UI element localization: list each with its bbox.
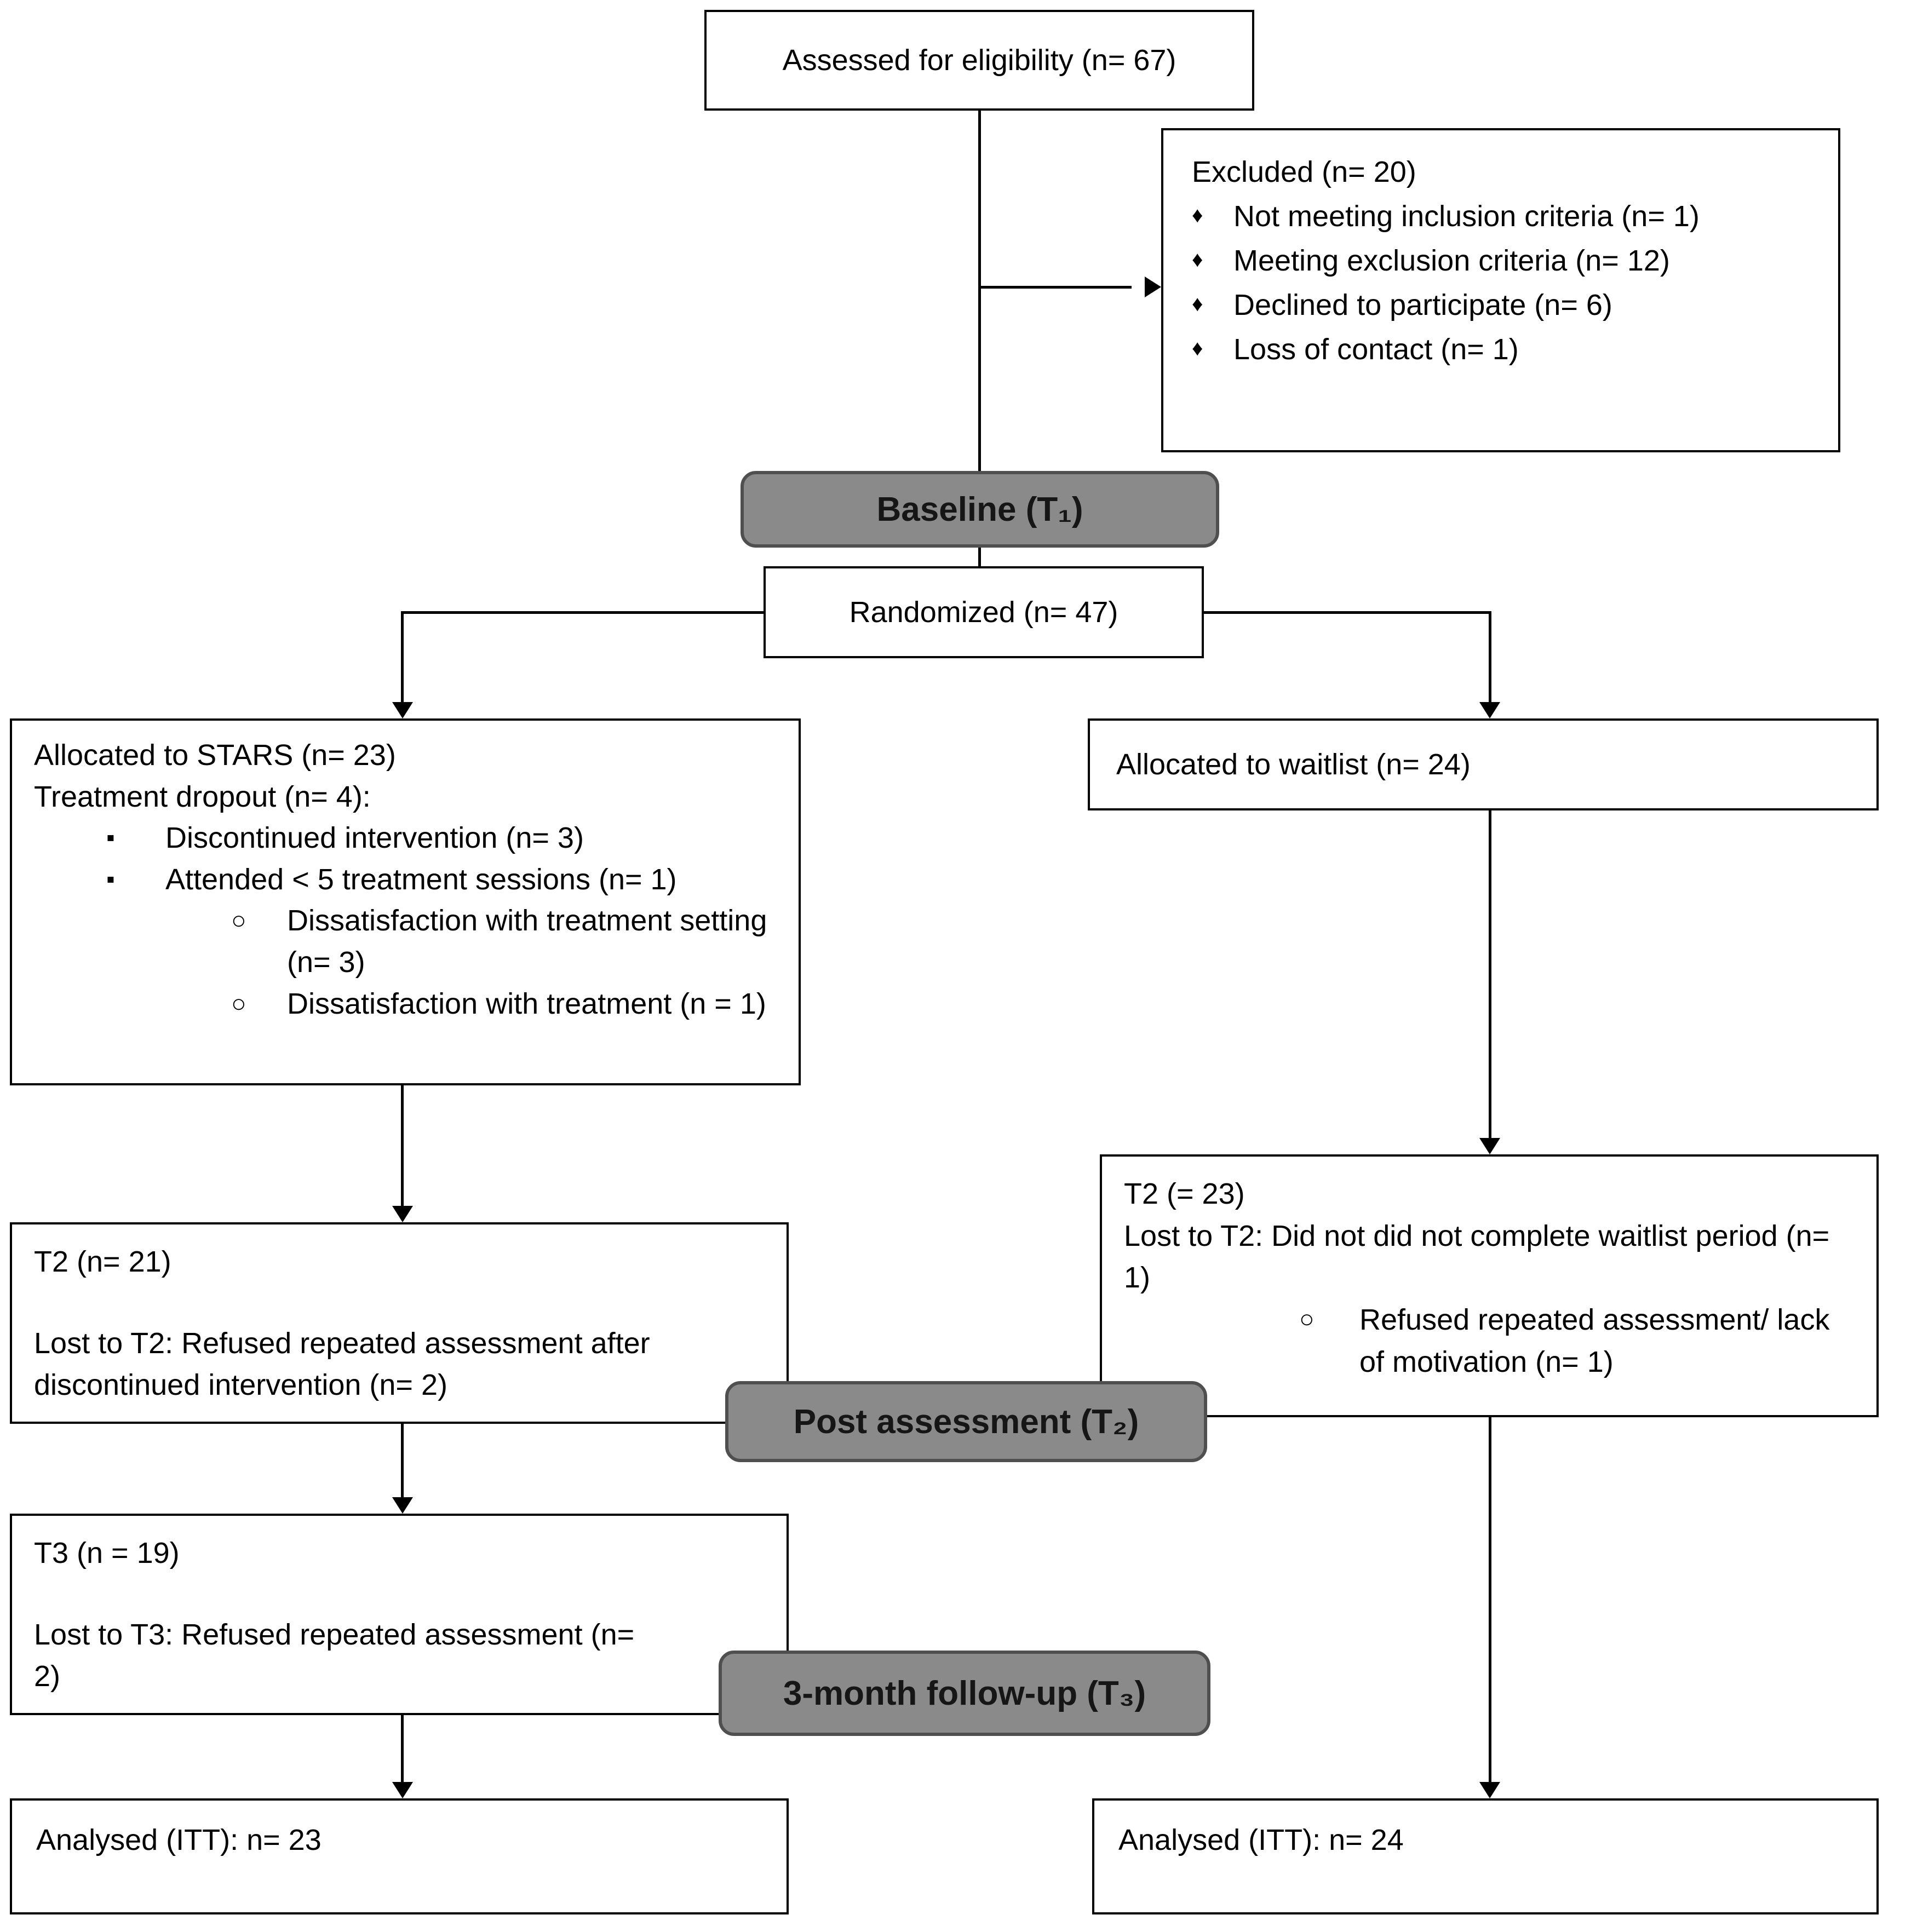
analysed-right-label: Analysed (ITT): n= 24: [1118, 1824, 1404, 1856]
baseline-band: [741, 471, 1219, 548]
arrowhead-analysed-left-icon: [392, 1782, 413, 1798]
connector-branch-left: [401, 611, 764, 614]
square-bullet-icon: ▪: [106, 865, 115, 893]
post-assessment-band: [725, 1381, 1207, 1462]
t2-left-lost: Lost to T2: Refused repeated assessment after discontinued intervention (n= 2): [34, 1326, 650, 1402]
dropout-item: ▪ Discontinued intervention (n= 3): [34, 818, 777, 859]
t2-right-box: [1100, 1154, 1879, 1417]
diamond-bullet-icon: ♦: [1192, 292, 1203, 316]
excluded-box: [1161, 128, 1840, 452]
excluded-title: Excluded (n= 20): [1192, 156, 1416, 188]
randomized-box: [764, 566, 1204, 658]
t2-left-box: [10, 1222, 789, 1424]
t3-count: T3 (n = 19): [34, 1537, 180, 1569]
arrowhead-t2-left-icon: [392, 1206, 413, 1222]
connector-stars-to-t2: [401, 1085, 404, 1207]
circle-bullet-icon: ○: [231, 988, 246, 1017]
t2-left-count: T2 (n= 21): [34, 1245, 171, 1278]
randomized-label: Randomized (n= 47): [849, 595, 1118, 629]
connector-t2-to-t3: [401, 1424, 404, 1498]
connector-t3-to-analysed-left: [401, 1715, 404, 1783]
arrowhead-waitlist-icon: [1479, 702, 1500, 718]
diamond-bullet-icon: ♦: [1192, 336, 1203, 360]
connector-to-stars: [401, 611, 404, 703]
allocated-waitlist-box: [1088, 718, 1879, 810]
arrowhead-stars-icon: [392, 702, 413, 718]
square-bullet-icon: ▪: [106, 824, 115, 852]
t3-lost: Lost to T3: Refused repeated assessment (n= 2): [34, 1618, 635, 1693]
dropout-subitem: ○ Dissatisfaction with treatment (n = 1): [34, 984, 777, 1025]
diamond-bullet-icon: ♦: [1192, 248, 1203, 272]
t2-right-lost: Lost to T2: Did not did not complete waitlist period (n= 1): [1124, 1219, 1830, 1295]
allocated-stars-line2: Treatment dropout (n= 4):: [34, 780, 371, 813]
baseline-label: Baseline (T₁): [876, 490, 1083, 528]
connector-t2-to-analysed-right: [1489, 1417, 1491, 1783]
excluded-item: ♦ Loss of contact (n= 1): [1192, 327, 1810, 372]
circle-bullet-icon: ○: [1299, 1304, 1315, 1333]
allocated-waitlist-label: Allocated to waitlist (n= 24): [1116, 748, 1471, 781]
t2-right-count: T2 (= 23): [1124, 1177, 1245, 1210]
assessed-box: [704, 10, 1254, 111]
arrowhead-t2-right-icon: [1479, 1138, 1500, 1154]
post-assessment-label: Post assessment (T₂): [793, 1402, 1139, 1441]
excluded-item: ♦ Not meeting inclusion criteria (n= 1): [1192, 194, 1810, 239]
t3-box: [10, 1514, 789, 1715]
followup-label: 3-month follow-up (T₃): [783, 1674, 1146, 1712]
dropout-item: ▪ Attended < 5 treatment sessions (n= 1): [34, 859, 777, 901]
t2-right-subitem: ○ Refused repeated assessment/ lack of motivation (n= 1): [1124, 1299, 1855, 1383]
analysed-left-box: [10, 1798, 789, 1914]
excluded-item: ♦ Meeting exclusion criteria (n= 12): [1192, 239, 1810, 283]
arrowhead-t3-icon: [392, 1497, 413, 1514]
circle-bullet-icon: ○: [231, 906, 246, 935]
connector-branch-right: [1204, 611, 1490, 614]
followup-band: [719, 1651, 1210, 1736]
analysed-left-label: Analysed (ITT): n= 23: [36, 1824, 322, 1856]
assessed-label: Assessed for eligibility (n= 67): [782, 43, 1176, 77]
excluded-item: ♦ Declined to participate (n= 6): [1192, 283, 1810, 327]
allocated-stars-box: [10, 718, 801, 1085]
connector-to-excluded: [978, 286, 1132, 289]
analysed-right-box: [1092, 1798, 1879, 1914]
dropout-subitem: ○ Dissatisfaction with treatment setting (n= 3): [34, 900, 777, 983]
allocated-stars-line1: Allocated to STARS (n= 23): [34, 739, 396, 772]
diamond-bullet-icon: ♦: [1192, 203, 1203, 227]
connector-to-waitlist: [1489, 611, 1491, 703]
connector-waitlist-to-t2: [1489, 810, 1491, 1139]
arrowhead-excluded-icon: [1145, 277, 1161, 297]
arrowhead-analysed-right-icon: [1479, 1782, 1500, 1798]
